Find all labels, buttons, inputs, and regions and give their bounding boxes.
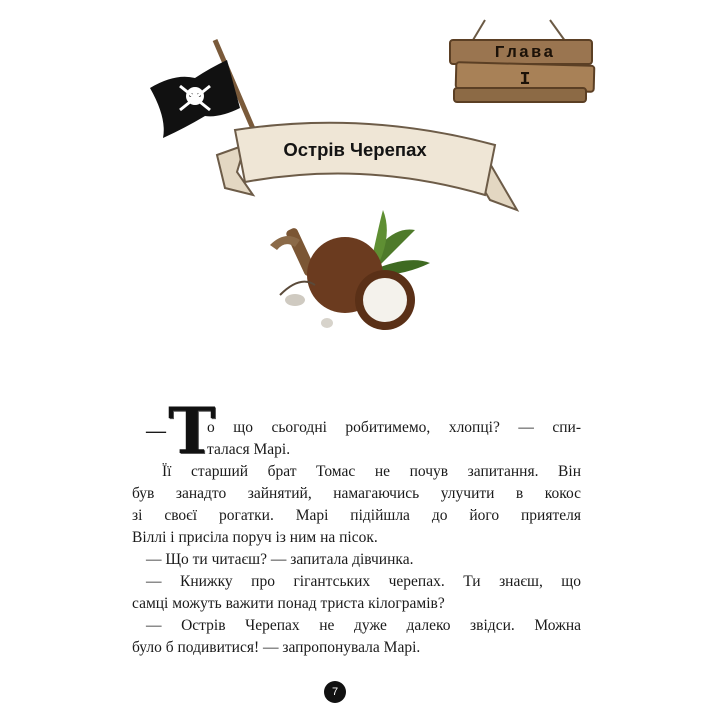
text-line-5: зі своєї рогатки. Марі підійшла до його приятеля	[132, 507, 581, 524]
text-line-4: був занадто зайнятий, намагаючись улучити в кокос	[132, 485, 581, 502]
text-line-6: Віллі і присіла поруч із ним на пісок.	[132, 529, 378, 546]
text-line-11: було б подивитися! — запропонувала Марі.	[132, 639, 421, 656]
text-line-3: Її старший брат Томас не почув запитання. Він	[162, 463, 581, 480]
page-number: 7	[324, 681, 346, 703]
dialogue-dash: —	[146, 420, 166, 442]
chapter-number: I	[519, 70, 531, 90]
chapter-title: Острів Черепах	[283, 139, 427, 160]
chapter-label: Глава	[494, 44, 556, 63]
drop-cap: Т	[168, 394, 216, 469]
coconut-slingshot-illustration	[255, 205, 440, 340]
text-line-8: — Книжку про гігантських черепах. Ти знаєш, що	[146, 573, 581, 590]
text-line-10: — Острів Черепах не дуже далеко звідси. Можна	[146, 617, 581, 634]
text-line-1: о що сьогодні робитимемо, хлопці? — спи-	[207, 419, 581, 436]
text-line-7: — Що ти читаєш? — запитала дівчинка.	[146, 551, 414, 568]
text-line-9: самці можуть важити понад триста кілограмів?	[132, 595, 445, 612]
text-line-2: талася Марі.	[207, 441, 291, 458]
